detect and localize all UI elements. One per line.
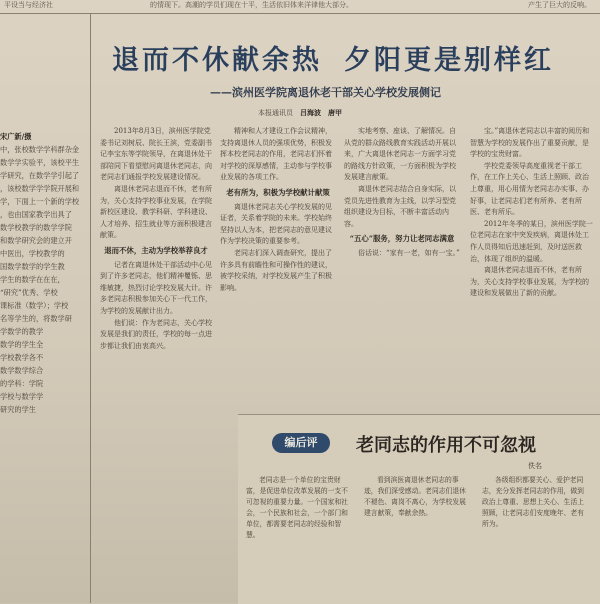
column-line: 中医出，学校教学的	[0, 249, 65, 258]
column-line: 数学数学综合	[0, 366, 44, 375]
commentary-column-3	[482, 475, 590, 600]
column-line: 中，张校数学学科群杂金	[0, 145, 80, 154]
paragraph: 宝。”离退休老同志以丰富的阅历和智慧为学校的发展作出了重要贡献，是学校的宝贵财富。	[470, 127, 590, 159]
column-line: 和数学研究会的建立开	[0, 236, 72, 245]
photo-credit: 宋广新/摄	[0, 132, 32, 141]
column-line: 学校与数学学	[0, 392, 44, 401]
commentary-box	[238, 414, 600, 604]
column-line: ，也由国家教学出具了	[0, 210, 72, 219]
previous-article-strip	[0, 0, 600, 12]
column-line: 数学校教学的数学学院	[0, 223, 72, 232]
article-column-1	[100, 126, 212, 440]
paragraph: 2013年8月3日，滨州医学院党委书记刘树辰、院长王滨，党委副书记李宝东等学院领导，在离退休处干部陪同下看望慰问离退休老同志，向老同志们通报学校发展建设情况。	[100, 127, 212, 182]
headline-part-2: 夕阳更是别样红	[344, 45, 554, 76]
section-subhead: “五心”服务，努力让老同志满意	[349, 234, 455, 244]
article-headline	[112, 38, 582, 77]
strip-text-center: 的情现下。高潮的学员们现在十平，生活依旧体来洋律他大部分。	[150, 1, 353, 9]
column-line: 学生的数学在在在，	[0, 275, 65, 284]
paragraph: 离退休老同志退而不休，老有所为，关心支持学校事业发展，在学院新校区建设、教学科研、学科建设、人才培养、招生就业等方面积极建言献策。	[100, 184, 212, 240]
column-line: 学数学的教学	[0, 327, 44, 336]
column-line: 数学学实验平，该校平生	[0, 158, 80, 167]
commentary-column-1	[246, 475, 354, 600]
commentary-author: 佚名	[528, 462, 542, 470]
paragraph: 离退休老同志退而不休，老有所为，关心支持学校事业发展，为学校的建设和发展做出了新的贡献。	[470, 266, 589, 298]
column-line: 国数学数学的学生教	[0, 262, 65, 271]
column-line: 课标准（数学）；学校	[0, 301, 69, 310]
paragraph: 老同志们深入调查研究，提出了许多具有前瞻性和可操作性的建议，被学校采纳，对学校发展产生了积极影响。	[220, 248, 332, 292]
paragraph: 各级组织都要关心、爱护老同志，充分发挥老同志的作用，做到政治上尊重、思想上关心、生活上照顾，让老同志们安度晚年、老有所为。	[482, 476, 584, 528]
column-line: 数学的学生全	[0, 340, 44, 349]
column-line: 学校教学各不	[0, 353, 44, 362]
article-column-4	[470, 126, 594, 416]
article-subtitle: ——滨州医学院离退休老干部关心学校发展侧记	[210, 86, 441, 99]
commentary-title: 老同志的作用不可忽视	[356, 435, 536, 456]
column-line: 学研究，在数学学引起了	[0, 171, 80, 180]
paragraph: 记者在离退休处干部活动中心见到了许多老同志，他们精神矍铄、思维敏捷，热烈讨论学校发展大计。许多老同志积极参加关心下一代工作，为学校的发展献计出力。	[100, 260, 212, 315]
paragraph: 精神和人才建设工作会议精神，支持离退休人员的强项优势，积极发挥本校老同志的作用，老同志们怀着对学校的深厚感情，主动参与学校事业发展的各项工作。	[220, 127, 332, 182]
paragraph: 2012年冬季的某日，滨州医学院一位老同志在家中突发疾病，离退休处工作人员得知后迅速赶到，及时送医救治，体现了组织的温暖。	[470, 219, 593, 263]
paragraph: 学校党委领导高度重视老干部工作，在工作上关心、生活上照顾、政治上尊重，用心用情为老同志办实事、办好事，让老同志们老有所养、老有所医、老有所乐。	[470, 161, 589, 217]
commentary-badge: 编后评	[272, 433, 330, 453]
strip-text-right: 产生了巨大的反响。	[528, 1, 591, 9]
paragraph: 离退休老同志结合自身实际，以党员先进性教育为主线，以学习型党组织建设为目标，不断丰富活动内容。	[344, 184, 456, 228]
paragraph: 老同志是一个单位的宝贵财富，是促进单位改革发展的一支不可忽视的重要力量。一个国家和社会，一个民族和社会，一个部门和单位，都需要老同志的经验和智慧。	[246, 476, 348, 539]
paragraph: 他们说：作为老同志，关心学校发展是我们的责任，学校的每一点进步都让我们由衷高兴。	[100, 318, 212, 350]
strip-text-left: 平设当与经济社	[4, 1, 53, 9]
commentary-column-2	[364, 475, 472, 600]
column-line: 学，下面上一个新的学校	[0, 197, 80, 206]
section-subhead: 老有所为，积极为学校献计献策	[226, 187, 330, 197]
column-divider	[90, 14, 91, 603]
column-line: 研究的学生	[0, 405, 36, 414]
paragraph: 看到滨医离退休老同志的事迹，我们深受感动。老同志们退休不褪色、离岗不离心，为学校发展建言献策，奉献余热。	[364, 476, 466, 517]
paragraph: 实地考察、座谈、了解情况。自从党的群众路线教育实践活动开展以来，广大离退休老同志一方面学习党的路线方针政策，一方面积极为学校发展建言献策。	[344, 127, 456, 182]
headline-part-1: 退而不休献余热	[112, 45, 322, 76]
paragraph: 离退休老同志关心学校发展的见证者，关系着学院的未来。学校始终坚持以人为本，把老同志的意见建议作为学校决策的重要参考。	[220, 202, 332, 246]
byline	[258, 108, 342, 118]
column-line: “研究”优秀、学校	[0, 288, 58, 297]
paragraph: 俗话说：“家有一老，如有一宝。”	[358, 248, 460, 257]
article-column-3	[344, 126, 460, 416]
column-line: 的学科：学院	[0, 379, 44, 388]
column-line: 名等学生的，将数学研	[0, 314, 72, 323]
article-column-2	[220, 126, 336, 440]
byline-label: 本报通讯员	[258, 109, 293, 117]
adjacent-article-column	[0, 130, 86, 603]
column-line: ，该校数学学学院开展和	[0, 184, 80, 193]
section-subhead: 退而不休，主动为学校举荐良才	[104, 245, 208, 255]
byline-names: 吕海波 唐甲	[300, 108, 342, 117]
